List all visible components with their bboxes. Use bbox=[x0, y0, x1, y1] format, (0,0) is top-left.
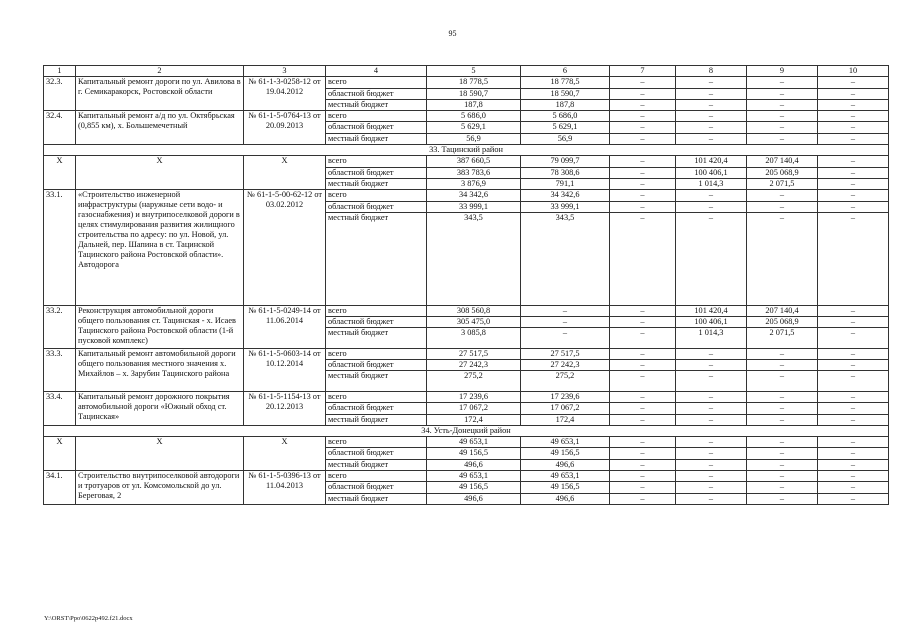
amount-cell-total: – bbox=[610, 111, 676, 122]
amount-cell-regional-budget: – bbox=[818, 316, 889, 327]
amount-cell-regional-budget: – bbox=[818, 360, 889, 371]
column-number-9: 9 bbox=[747, 66, 818, 77]
amount-cell-total: 34 342,6 bbox=[521, 190, 610, 201]
amount-cell-regional-budget: – bbox=[747, 403, 818, 414]
amount-cell-total: – bbox=[747, 111, 818, 122]
amount-cell-total: – bbox=[676, 437, 747, 448]
x-cell-no: X bbox=[44, 156, 76, 190]
amount-cell-local-budget: 172,4 bbox=[427, 414, 521, 425]
amount-cell-local-budget: – bbox=[747, 371, 818, 392]
amount-cell-local-budget: – bbox=[676, 414, 747, 425]
amount-cell-regional-budget: – bbox=[676, 360, 747, 371]
amount-cell-local-budget: – bbox=[818, 178, 889, 189]
column-number-4: 4 bbox=[326, 66, 427, 77]
amount-cell-local-budget: – bbox=[610, 133, 676, 144]
amount-cell-local-budget: – bbox=[747, 212, 818, 305]
column-number-3: 3 bbox=[244, 66, 326, 77]
amount-cell-regional-budget: – bbox=[610, 403, 676, 414]
amount-cell-local-budget: – bbox=[818, 493, 889, 504]
amount-cell-local-budget: – bbox=[818, 459, 889, 470]
amount-cell-local-budget: – bbox=[676, 212, 747, 305]
amount-cell-regional-budget: 27 242,3 bbox=[427, 360, 521, 371]
amount-cell-local-budget: – bbox=[818, 212, 889, 305]
amount-cell-total: – bbox=[610, 470, 676, 481]
x-cell-doc: X bbox=[244, 437, 326, 471]
amount-cell-total: – bbox=[676, 111, 747, 122]
section-row bbox=[44, 145, 889, 156]
amount-cell-local-budget: 1 014,3 bbox=[676, 328, 747, 349]
amount-cell-local-budget: – bbox=[747, 99, 818, 110]
amount-cell-local-budget: – bbox=[610, 99, 676, 110]
amount-cell-total: – bbox=[747, 391, 818, 402]
amount-cell-local-budget: 3 876,9 bbox=[427, 178, 521, 189]
amount-cell-local-budget: 56,9 bbox=[427, 133, 521, 144]
amount-cell-local-budget: – bbox=[747, 414, 818, 425]
amount-cell-total: – bbox=[818, 437, 889, 448]
funding-source-regional-budget: областной бюджет bbox=[326, 201, 427, 212]
funding-source-local-budget: местный бюджет bbox=[326, 414, 427, 425]
amount-cell-regional-budget: 5 629,1 bbox=[521, 122, 610, 133]
amount-cell-regional-budget: 33 999,1 bbox=[521, 201, 610, 212]
amount-cell-total: 49 653,1 bbox=[427, 437, 521, 448]
amount-cell-total: – bbox=[610, 437, 676, 448]
amount-cell-total: 27 517,5 bbox=[521, 348, 610, 359]
expertise-conclusion: № 61-1-5-0249-14 от 11.06.2014 bbox=[244, 305, 326, 348]
amount-cell-regional-budget: 49 156,5 bbox=[521, 448, 610, 459]
object-row bbox=[44, 348, 889, 359]
amount-cell-local-budget: – bbox=[818, 328, 889, 349]
amount-cell-local-budget: 343,5 bbox=[427, 212, 521, 305]
amount-cell-local-budget: – bbox=[676, 99, 747, 110]
funding-source-local-budget: местный бюджет bbox=[326, 493, 427, 504]
amount-cell-regional-budget: 17 067,2 bbox=[427, 403, 521, 414]
amount-cell-local-budget: – bbox=[521, 328, 610, 349]
amount-cell-total: 18 778,5 bbox=[427, 77, 521, 88]
amount-cell-local-budget: – bbox=[610, 414, 676, 425]
amount-cell-total: – bbox=[676, 190, 747, 201]
object-number: 33.1. bbox=[44, 190, 76, 305]
amount-cell-local-budget: – bbox=[610, 328, 676, 349]
amount-cell-local-budget: – bbox=[818, 133, 889, 144]
amount-cell-local-budget: – bbox=[610, 493, 676, 504]
column-number-2: 2 bbox=[76, 66, 244, 77]
amount-cell-total: 49 653,1 bbox=[521, 470, 610, 481]
amount-cell-regional-budget: – bbox=[818, 448, 889, 459]
funding-source-regional-budget: областной бюджет bbox=[326, 482, 427, 493]
amount-cell-regional-budget: – bbox=[521, 316, 610, 327]
amount-cell-regional-budget: – bbox=[747, 201, 818, 212]
amount-cell-total: – bbox=[747, 470, 818, 481]
funding-source-total: всего bbox=[326, 305, 427, 316]
page-number: 95 bbox=[448, 29, 457, 38]
amount-cell-regional-budget: – bbox=[818, 482, 889, 493]
column-number-5: 5 bbox=[427, 66, 521, 77]
amount-cell-total: – bbox=[610, 391, 676, 402]
amount-cell-regional-budget: 383 783,6 bbox=[427, 167, 521, 178]
amount-cell-regional-budget: 205 068,9 bbox=[747, 167, 818, 178]
amount-cell-local-budget: – bbox=[610, 212, 676, 305]
funding-source-local-budget: местный бюджет bbox=[326, 328, 427, 349]
expertise-conclusion: № 61-1-5-0396-13 от 11.04.2013 bbox=[244, 470, 326, 504]
budget-table bbox=[43, 65, 889, 505]
amount-cell-total: 18 778,5 bbox=[521, 77, 610, 88]
amount-cell-local-budget: – bbox=[676, 459, 747, 470]
amount-cell-total: 308 560,8 bbox=[427, 305, 521, 316]
amount-cell-total: 101 420,4 bbox=[676, 305, 747, 316]
amount-cell-regional-budget: – bbox=[747, 360, 818, 371]
column-number-6: 6 bbox=[521, 66, 610, 77]
footer-file-path: Y:\ORST\Ppo\0622p492.f21.docx bbox=[44, 615, 133, 622]
amount-cell-local-budget: 3 085,8 bbox=[427, 328, 521, 349]
x-cell-name: X bbox=[76, 437, 244, 471]
object-name: Строительство внутрипоселковой автодороги и тротуаров от ул. Комсомольской до ул. Береговая, 2 bbox=[76, 470, 244, 504]
amount-cell-total: – bbox=[747, 437, 818, 448]
amount-cell-total: – bbox=[818, 190, 889, 201]
amount-cell-total: – bbox=[818, 111, 889, 122]
amount-cell-local-budget: 172,4 bbox=[521, 414, 610, 425]
amount-cell-total: 34 342,6 bbox=[427, 190, 521, 201]
amount-cell-regional-budget: 27 242,3 bbox=[521, 360, 610, 371]
amount-cell-local-budget: 187,8 bbox=[521, 99, 610, 110]
amount-cell-regional-budget: 18 590,7 bbox=[521, 88, 610, 99]
object-number: 32.4. bbox=[44, 111, 76, 145]
column-number-row bbox=[44, 66, 889, 77]
expertise-conclusion: № 61-1-5-00-62-12 от 03.02.2012 bbox=[244, 190, 326, 305]
amount-cell-local-budget: 187,8 bbox=[427, 99, 521, 110]
amount-cell-total: 79 099,7 bbox=[521, 156, 610, 167]
amount-cell-local-budget: – bbox=[818, 371, 889, 392]
amount-cell-total: – bbox=[610, 305, 676, 316]
funding-source-regional-budget: областной бюджет bbox=[326, 122, 427, 133]
amount-cell-regional-budget: – bbox=[610, 122, 676, 133]
amount-cell-regional-budget: 100 406,1 bbox=[676, 167, 747, 178]
amount-cell-regional-budget: 49 156,5 bbox=[427, 482, 521, 493]
amount-cell-local-budget: 2 071,5 bbox=[747, 328, 818, 349]
amount-cell-total: 49 653,1 bbox=[427, 470, 521, 481]
amount-cell-total: – bbox=[818, 391, 889, 402]
amount-cell-local-budget: – bbox=[747, 459, 818, 470]
amount-cell-regional-budget: – bbox=[610, 360, 676, 371]
amount-cell-local-budget: – bbox=[676, 133, 747, 144]
amount-cell-total: 207 140,4 bbox=[747, 156, 818, 167]
amount-cell-regional-budget: – bbox=[676, 122, 747, 133]
amount-cell-regional-budget: – bbox=[818, 122, 889, 133]
funding-source-regional-budget: областной бюджет bbox=[326, 167, 427, 178]
amount-cell-local-budget: 56,9 bbox=[521, 133, 610, 144]
funding-source-local-budget: местный бюджет bbox=[326, 371, 427, 392]
amount-cell-local-budget: – bbox=[676, 493, 747, 504]
amount-cell-regional-budget: – bbox=[747, 482, 818, 493]
object-row bbox=[44, 391, 889, 402]
object-name: Капитальный ремонт автомобильной дороги общего пользования местного значения х. Михайлов – х. Зарубин Тацинского района bbox=[76, 348, 244, 391]
amount-cell-total: 387 660,5 bbox=[427, 156, 521, 167]
column-number-10: 10 bbox=[818, 66, 889, 77]
amount-cell-regional-budget: – bbox=[610, 448, 676, 459]
funding-source-total: всего bbox=[326, 190, 427, 201]
expertise-conclusion: № 61-1-3-0258-12 от 19.04.2012 bbox=[244, 77, 326, 111]
amount-cell-regional-budget: – bbox=[747, 448, 818, 459]
amount-cell-total: 5 686,0 bbox=[521, 111, 610, 122]
funding-source-total: всего bbox=[326, 437, 427, 448]
funding-source-regional-budget: областной бюджет bbox=[326, 360, 427, 371]
amount-cell-total: – bbox=[521, 305, 610, 316]
amount-cell-regional-budget: – bbox=[818, 88, 889, 99]
district-total-row bbox=[44, 156, 889, 167]
funding-source-local-budget: местный бюджет bbox=[326, 99, 427, 110]
column-number-7: 7 bbox=[610, 66, 676, 77]
x-cell-no: X bbox=[44, 437, 76, 471]
funding-source-total: всего bbox=[326, 470, 427, 481]
amount-cell-total: – bbox=[747, 77, 818, 88]
object-row bbox=[44, 190, 889, 201]
amount-cell-local-budget: – bbox=[747, 133, 818, 144]
amount-cell-local-budget: 791,1 bbox=[521, 178, 610, 189]
amount-cell-regional-budget: – bbox=[610, 201, 676, 212]
amount-cell-regional-budget: – bbox=[676, 88, 747, 99]
amount-cell-total: 101 420,4 bbox=[676, 156, 747, 167]
amount-cell-total: – bbox=[610, 156, 676, 167]
amount-cell-regional-budget: – bbox=[610, 167, 676, 178]
amount-cell-regional-budget: – bbox=[818, 403, 889, 414]
amount-cell-local-budget: – bbox=[676, 371, 747, 392]
amount-cell-regional-budget: – bbox=[676, 448, 747, 459]
amount-cell-total: 17 239,6 bbox=[427, 391, 521, 402]
amount-cell-total: – bbox=[818, 156, 889, 167]
amount-cell-regional-budget: 49 156,5 bbox=[521, 482, 610, 493]
funding-source-total: всего bbox=[326, 111, 427, 122]
funding-source-regional-budget: областной бюджет bbox=[326, 403, 427, 414]
object-name: Капитальный ремонт а/д по ул. Октябрьская (0,855 км), х. Большемечетный bbox=[76, 111, 244, 145]
funding-source-regional-budget: областной бюджет bbox=[326, 448, 427, 459]
amount-cell-total: – bbox=[610, 348, 676, 359]
amount-cell-total: – bbox=[747, 190, 818, 201]
amount-cell-regional-budget: – bbox=[818, 167, 889, 178]
amount-cell-regional-budget: 33 999,1 bbox=[427, 201, 521, 212]
section-title: 34. Усть-Донецкий район bbox=[44, 425, 889, 436]
funding-source-local-budget: местный бюджет bbox=[326, 178, 427, 189]
amount-cell-regional-budget: – bbox=[610, 316, 676, 327]
object-name: Капитальный ремонт дорожного покрытия автомобильной дороги «Южный обход ст. Тацинская» bbox=[76, 391, 244, 425]
column-number-8: 8 bbox=[676, 66, 747, 77]
amount-cell-total: 17 239,6 bbox=[521, 391, 610, 402]
funding-source-local-budget: местный бюджет bbox=[326, 133, 427, 144]
amount-cell-local-budget: 496,6 bbox=[521, 493, 610, 504]
amount-cell-local-budget: – bbox=[610, 371, 676, 392]
amount-cell-regional-budget: – bbox=[747, 122, 818, 133]
object-number: 33.3. bbox=[44, 348, 76, 391]
expertise-conclusion: № 61-1-5-0764-13 от 20.09.2013 bbox=[244, 111, 326, 145]
object-row bbox=[44, 111, 889, 122]
amount-cell-total: – bbox=[610, 190, 676, 201]
object-row bbox=[44, 470, 889, 481]
amount-cell-local-budget: 496,6 bbox=[427, 459, 521, 470]
amount-cell-regional-budget: – bbox=[676, 403, 747, 414]
amount-cell-local-budget: 2 071,5 bbox=[747, 178, 818, 189]
amount-cell-local-budget: – bbox=[747, 493, 818, 504]
amount-cell-regional-budget: 78 308,6 bbox=[521, 167, 610, 178]
amount-cell-local-budget: 343,5 bbox=[521, 212, 610, 305]
object-number: 33.2. bbox=[44, 305, 76, 348]
amount-cell-regional-budget: 100 406,1 bbox=[676, 316, 747, 327]
expertise-conclusion: № 61-1-5-1154-13 от 20.12.2013 bbox=[244, 391, 326, 425]
column-number-1: 1 bbox=[44, 66, 76, 77]
amount-cell-total: 5 686,0 bbox=[427, 111, 521, 122]
amount-cell-total: – bbox=[676, 470, 747, 481]
amount-cell-local-budget: – bbox=[610, 178, 676, 189]
object-row bbox=[44, 305, 889, 316]
amount-cell-total: – bbox=[818, 305, 889, 316]
amount-cell-local-budget: 275,2 bbox=[521, 371, 610, 392]
amount-cell-regional-budget: – bbox=[676, 201, 747, 212]
amount-cell-local-budget: – bbox=[610, 459, 676, 470]
amount-cell-local-budget: – bbox=[818, 99, 889, 110]
funding-source-regional-budget: областной бюджет bbox=[326, 316, 427, 327]
object-name: Реконструкция автомобильной дороги общего пользования ст. Тацинская - х. Исаев Тацинского района Ростовской области (1-й пусковой комплекс) bbox=[76, 305, 244, 348]
amount-cell-local-budget: 275,2 bbox=[427, 371, 521, 392]
amount-cell-local-budget: – bbox=[818, 414, 889, 425]
amount-cell-regional-budget: 305 475,0 bbox=[427, 316, 521, 327]
amount-cell-total: – bbox=[610, 77, 676, 88]
amount-cell-total: 27 517,5 bbox=[427, 348, 521, 359]
object-number: 32.3. bbox=[44, 77, 76, 111]
amount-cell-regional-budget: – bbox=[676, 482, 747, 493]
object-number: 33.4. bbox=[44, 391, 76, 425]
amount-cell-local-budget: 496,6 bbox=[427, 493, 521, 504]
amount-cell-regional-budget: 17 067,2 bbox=[521, 403, 610, 414]
funding-source-total: всего bbox=[326, 391, 427, 402]
object-name: «Строительство инженерной инфраструктуры (наружные сети водо- и газоснабжения) и внутрипоселковой дороги в целях стимулирования развития жилищного строительства по адресу: по ул. Новой, ул. Дальней, пер. Шапина в ст. Тацинской Тацинского района Ростовской области». Автодорога bbox=[76, 190, 244, 305]
funding-source-local-budget: местный бюджет bbox=[326, 459, 427, 470]
amount-cell-local-budget: 496,6 bbox=[521, 459, 610, 470]
expertise-conclusion: № 61-1-5-0603-14 от 10.12.2014 bbox=[244, 348, 326, 391]
amount-cell-regional-budget: 49 156,5 bbox=[427, 448, 521, 459]
funding-source-total: всего bbox=[326, 156, 427, 167]
amount-cell-local-budget: 1 014,3 bbox=[676, 178, 747, 189]
section-title: 33. Тацинский район bbox=[44, 145, 889, 156]
amount-cell-total: – bbox=[818, 348, 889, 359]
amount-cell-total: – bbox=[676, 77, 747, 88]
funding-source-local-budget: местный бюджет bbox=[326, 212, 427, 305]
amount-cell-total: – bbox=[818, 470, 889, 481]
district-total-row bbox=[44, 437, 889, 448]
amount-cell-regional-budget: – bbox=[610, 482, 676, 493]
amount-cell-total: – bbox=[676, 391, 747, 402]
amount-cell-total: – bbox=[676, 348, 747, 359]
funding-source-total: всего bbox=[326, 348, 427, 359]
amount-cell-regional-budget: – bbox=[610, 88, 676, 99]
amount-cell-total: – bbox=[747, 348, 818, 359]
object-number: 34.1. bbox=[44, 470, 76, 504]
object-row bbox=[44, 77, 889, 88]
funding-source-regional-budget: областной бюджет bbox=[326, 88, 427, 99]
funding-source-total: всего bbox=[326, 77, 427, 88]
amount-cell-total: 49 653,1 bbox=[521, 437, 610, 448]
amount-cell-total: – bbox=[818, 77, 889, 88]
amount-cell-regional-budget: 5 629,1 bbox=[427, 122, 521, 133]
amount-cell-regional-budget: 18 590,7 bbox=[427, 88, 521, 99]
x-cell-name: X bbox=[76, 156, 244, 190]
section-row bbox=[44, 425, 889, 436]
amount-cell-total: 207 140,4 bbox=[747, 305, 818, 316]
amount-cell-regional-budget: 205 068,9 bbox=[747, 316, 818, 327]
object-name: Капитальный ремонт дороги по ул. Авилова в г. Семикаракорск, Ростовской области bbox=[76, 77, 244, 111]
x-cell-doc: X bbox=[244, 156, 326, 190]
amount-cell-regional-budget: – bbox=[818, 201, 889, 212]
amount-cell-regional-budget: – bbox=[747, 88, 818, 99]
